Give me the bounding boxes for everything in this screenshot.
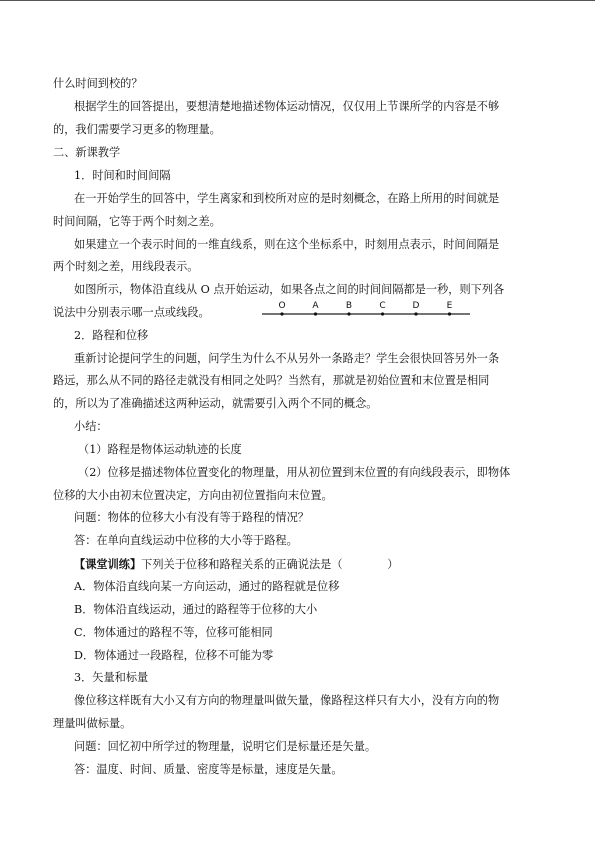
text-line: 路远，那么从不同的路径走就没有相同之处吗？当然有，那就是初始位置和末位置是相同: [53, 374, 490, 387]
text-line: 根据学生的回答提出，要想清楚地描述物体运动情况，仅仅用上节课所学的内容是不够: [74, 100, 500, 113]
text-line: 问题：物体的位移大小有没有等于路程的情况？: [74, 511, 309, 524]
text-line: （1）路程是物体运动轨迹的长度: [78, 443, 242, 456]
axis-point-a: [314, 312, 317, 315]
subsection-heading: 3．矢量和标量: [74, 671, 149, 684]
text-line: 说法中分别表示哪一点或线段。: [53, 306, 210, 319]
text-line: 重新讨论提问学生的问题，问学生为什么不从另外一条路走？学生会很快回答另外一条: [74, 352, 500, 365]
axis-label-b: B: [345, 301, 353, 311]
exercise-tag: 【课堂训练】: [74, 557, 142, 571]
axis-point-e: [448, 312, 451, 315]
timeline-axis-figure: [262, 297, 472, 321]
axis-label-e: E: [446, 301, 453, 311]
exercise-question: 下列关于位移和路程关系的正确说法是（ ）: [141, 558, 399, 571]
text-line: 的，我们需要学习更多的物理量。: [53, 123, 221, 136]
axis-point-o: [280, 312, 283, 315]
axis-point-c: [381, 312, 384, 315]
section-heading: 二、新课教学: [53, 146, 121, 159]
text-line: 答：在单向直线运动中位移的大小等于路程。: [74, 534, 298, 547]
text-line: 如图所示，物体沿直线从 O 点开始运动，如果各点之间的时间间隔都是一秒，则下列各: [74, 283, 505, 296]
page-top-rule: [0, 0, 595, 1]
option-d: D．物体通过一段路程，位移不可能为零: [74, 649, 274, 662]
axis-label-o: O: [278, 301, 286, 311]
option-b: B．物体沿直线运动，通过的路程等于位移的大小: [74, 603, 318, 616]
text-line: 两个时刻之差，用线段表示。: [53, 260, 199, 273]
text-line: 小结：: [74, 420, 108, 433]
axis-label-c: C: [379, 301, 386, 311]
text-line: 的，所以为了准确描述这两种运动，就需要引入两个不同的概念。: [53, 397, 378, 410]
text-line: 如果建立一个表示时间的一维直线系，则在这个坐标系中，时刻用点表示，时间间隔是: [74, 238, 500, 251]
text-line: 时间间隔，它等于两个时刻之差。: [53, 215, 221, 228]
text-line: 答：温度、时间、质量、密度等是标量，速度是矢量。: [74, 763, 343, 776]
axis-point-b: [347, 312, 350, 315]
axis-point-d: [414, 312, 417, 315]
option-c: C．物体通过的路程不等，位移可能相同: [74, 626, 273, 639]
subsection-heading: 2．路程和位移: [74, 329, 149, 342]
option-a: A．物体沿直线向某一方向运动，通过的路程就是位移: [74, 580, 340, 593]
text-line: 什么时间到校的？: [53, 77, 143, 90]
axis-label-d: D: [412, 301, 420, 311]
axis-label-a: A: [312, 301, 319, 311]
text-line: 理量叫做标量。: [53, 717, 132, 730]
exercise-prompt: [74, 557, 562, 572]
text-line: 像位移这样既有大小又有方向的物理量叫做矢量，像路程这样只有大小，没有方向的物: [74, 694, 500, 707]
text-line: 位移的大小由初末位置决定，方向由初位置指向末位置。: [53, 489, 333, 502]
text-line: （2）位移是描述物体位置变化的物理量，用从初位置到末位置的有向线段表示，即物体: [78, 466, 511, 479]
text-line: 在一开始学生的回答中，学生离家和到校所对应的是时刻概念，在路上所用的时间就是: [74, 192, 500, 205]
text-line: 问题：回忆初中所学过的物理量，说明它们是标量还是矢量。: [74, 740, 377, 753]
subsection-heading: 1．时间和时间间隔: [74, 169, 171, 182]
